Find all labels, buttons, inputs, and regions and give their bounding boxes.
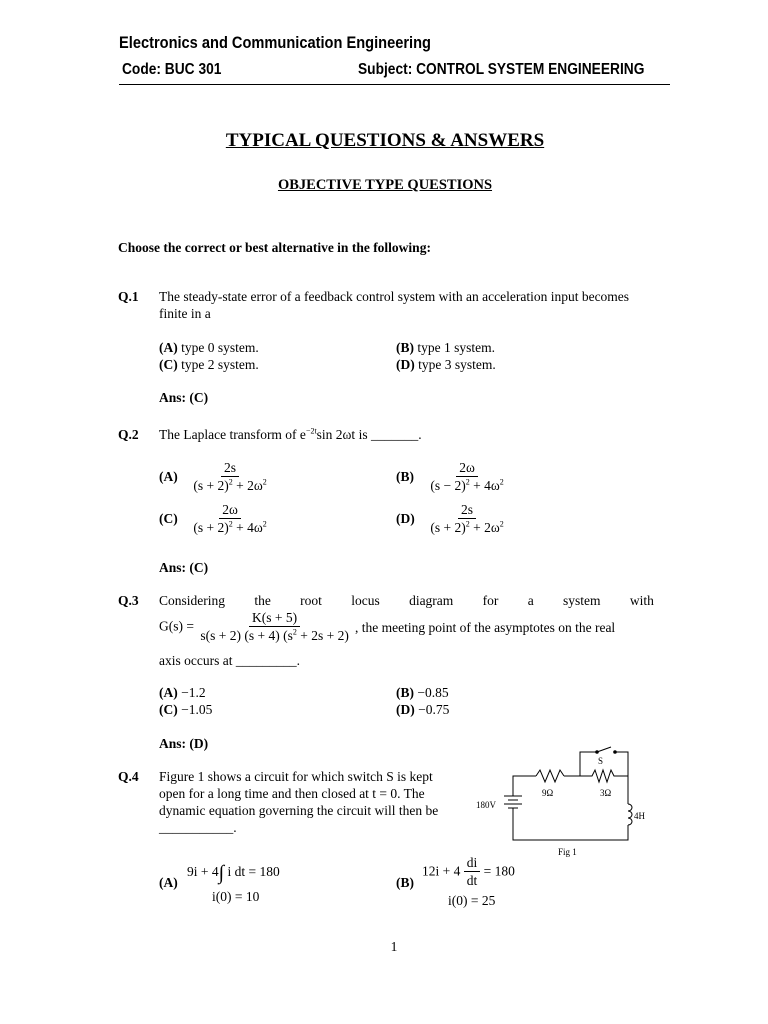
q1-answer: Ans: (C)	[159, 390, 209, 405]
wire	[513, 776, 536, 793]
eq-part: = 180	[483, 863, 515, 879]
option-text: type 3 system.	[418, 357, 496, 372]
numerator: 2ω	[219, 502, 241, 519]
option-label: (D)	[396, 702, 415, 717]
q1-text-line1: The steady-state error of a feedback control system with an acceleration input becomes	[159, 289, 630, 304]
q1-option-d	[396, 357, 496, 373]
q3-option-a	[159, 685, 206, 701]
option-label: (B)	[396, 340, 414, 355]
resistor-9-ohm	[536, 770, 564, 782]
word: the	[254, 593, 271, 608]
numerator: 2s	[221, 460, 239, 477]
q2-text-pre: The Laplace transform of e	[159, 427, 306, 442]
exp: 2	[262, 519, 267, 529]
page-number: 1	[390, 939, 398, 954]
q3-answer: Ans: (D)	[159, 736, 209, 751]
eq-part: 9i + 4	[187, 864, 219, 879]
word: system	[563, 593, 601, 608]
q4-option-a-initial: i(0) = 10	[212, 889, 260, 904]
q4-number: Q.4	[118, 769, 139, 784]
denominator	[190, 519, 269, 535]
switch-label: S	[598, 756, 604, 766]
option-label: (A)	[159, 340, 178, 355]
q2-answer: Ans: (C)	[159, 560, 209, 575]
fraction	[190, 502, 269, 535]
q4-text-line4: ___________.	[159, 820, 237, 835]
option-label: (C)	[159, 702, 178, 717]
switch-blade	[597, 747, 611, 752]
den-part: (s + 2)	[193, 478, 229, 493]
word: for	[482, 593, 499, 608]
option-label: (D)	[396, 510, 415, 526]
q4-option-b-label: (B)	[396, 875, 414, 890]
exp: 2	[499, 519, 504, 529]
q4-text-line1: Figure 1 shows a circuit for which switch S is kept	[159, 769, 433, 784]
option-text: −0.85	[417, 685, 449, 700]
word: a	[527, 593, 534, 608]
instruction-text: Choose the correct or best alternative in the following:	[118, 240, 431, 255]
den-part: + 2ω	[232, 478, 263, 493]
q3-number: Q.3	[118, 593, 139, 608]
numerator: 2ω	[456, 460, 478, 477]
option-label: (C)	[159, 510, 178, 526]
header-divider	[119, 84, 670, 85]
option-label: (B)	[396, 685, 414, 700]
denominator	[427, 519, 506, 535]
option-label: (A)	[159, 468, 178, 484]
course-subject: Subject: CONTROL SYSTEM ENGINEERING	[358, 61, 645, 78]
department-title: Electronics and Communication Engineering	[119, 33, 431, 52]
exp: 2	[228, 519, 233, 529]
denominator	[427, 477, 506, 493]
integral-sign: ∫	[218, 862, 225, 884]
resistor-9-label: 9Ω	[542, 788, 554, 798]
q4-option-b-initial: i(0) = 25	[448, 893, 496, 908]
switch-contact	[614, 751, 617, 754]
fraction	[197, 610, 351, 643]
g-lhs: G(s) =	[159, 618, 194, 634]
denominator	[190, 477, 269, 493]
fraction	[427, 502, 506, 535]
q2-option-c	[159, 502, 270, 535]
q1-option-a	[159, 340, 259, 356]
q4-option-b-equation	[422, 855, 515, 888]
q2-exponent: −2t	[305, 426, 317, 436]
exp: 2	[292, 627, 297, 637]
q3-text-line3: axis occurs at _________.	[159, 653, 300, 668]
q2-text-post: sin 2ωt is _______.	[316, 427, 422, 442]
option-text: type 0 system.	[181, 340, 259, 355]
fraction	[464, 855, 481, 888]
figure-caption: Fig 1	[558, 847, 577, 857]
q1-option-b	[396, 340, 495, 356]
den-part: + 4ω	[232, 520, 263, 535]
den-part: (s + 2)	[193, 520, 229, 535]
option-label: (B)	[396, 468, 414, 484]
numerator: 2s	[458, 502, 476, 519]
option-text: type 1 system.	[417, 340, 495, 355]
option-text: −1.2	[181, 685, 206, 700]
section-subtitle: OBJECTIVE TYPE QUESTIONS	[277, 177, 493, 193]
option-text: type 2 system.	[181, 357, 259, 372]
q3-text-line2: , the meeting point of the asymptotes on the real	[355, 620, 616, 635]
den-part: + 2s + 2)	[296, 628, 349, 643]
fraction	[427, 460, 506, 493]
q3-text-line1	[159, 593, 654, 609]
q3-option-b	[396, 685, 449, 701]
q4-text-line2: open for a long time and then closed at t = 0. The	[159, 786, 425, 801]
exp: 2	[465, 519, 470, 529]
den-part: (s − 2)	[430, 478, 466, 493]
option-label: (D)	[396, 357, 415, 372]
den-part: (s + 2)	[430, 520, 466, 535]
q1-text-line2: finite in a	[159, 306, 211, 321]
resistor-3-label: 3Ω	[600, 788, 612, 798]
fraction	[190, 460, 269, 493]
q1-option-c	[159, 357, 259, 373]
den-part: s(s + 2) (s + 4) (s	[200, 628, 293, 643]
inductor-coil	[628, 804, 632, 825]
word: locus	[351, 593, 380, 608]
option-label: (C)	[159, 357, 178, 372]
course-code: Code: BUC 301	[122, 61, 222, 78]
numerator: K(s + 5)	[249, 610, 300, 627]
q2-option-a	[159, 460, 270, 493]
q3-option-c	[159, 702, 212, 718]
q1-number: Q.1	[118, 289, 139, 304]
exp: 2	[465, 477, 470, 487]
q3-transfer-function	[159, 610, 352, 643]
q2-option-d	[396, 502, 507, 535]
den-part: + 4ω	[469, 478, 500, 493]
eq-part: i dt = 180	[224, 864, 280, 879]
exp: 2	[228, 477, 233, 487]
q4-text-line3: dynamic equation governing the circuit will then be	[159, 803, 439, 818]
eq-part: 12i + 4	[422, 863, 461, 879]
q3-option-d	[396, 702, 449, 718]
q2-text	[159, 427, 422, 443]
word: diagram	[409, 593, 454, 608]
denominator	[197, 627, 351, 643]
word: with	[629, 593, 654, 608]
wire	[513, 812, 628, 840]
word: root	[300, 593, 322, 608]
option-text: −0.75	[418, 702, 450, 717]
option-text: −1.05	[181, 702, 213, 717]
resistor-3-ohm	[580, 770, 628, 782]
den-part: + 2ω	[469, 520, 500, 535]
q4-option-a-label: (A)	[159, 875, 178, 890]
exp: 2	[499, 477, 504, 487]
source-label: 180V	[476, 800, 496, 810]
inductor-label: 4H	[634, 811, 645, 821]
option-label: (A)	[159, 685, 178, 700]
numerator: di	[464, 855, 481, 872]
denominator: dt	[466, 873, 478, 888]
circuit-figure	[470, 740, 670, 860]
exp: 2	[262, 477, 267, 487]
q2-number: Q.2	[118, 427, 139, 442]
wire	[616, 752, 628, 776]
word: Considering	[159, 593, 225, 608]
page-title: TYPICAL QUESTIONS & ANSWERS	[225, 130, 545, 151]
q2-option-b	[396, 460, 507, 493]
q4-option-a-equation	[187, 862, 280, 885]
